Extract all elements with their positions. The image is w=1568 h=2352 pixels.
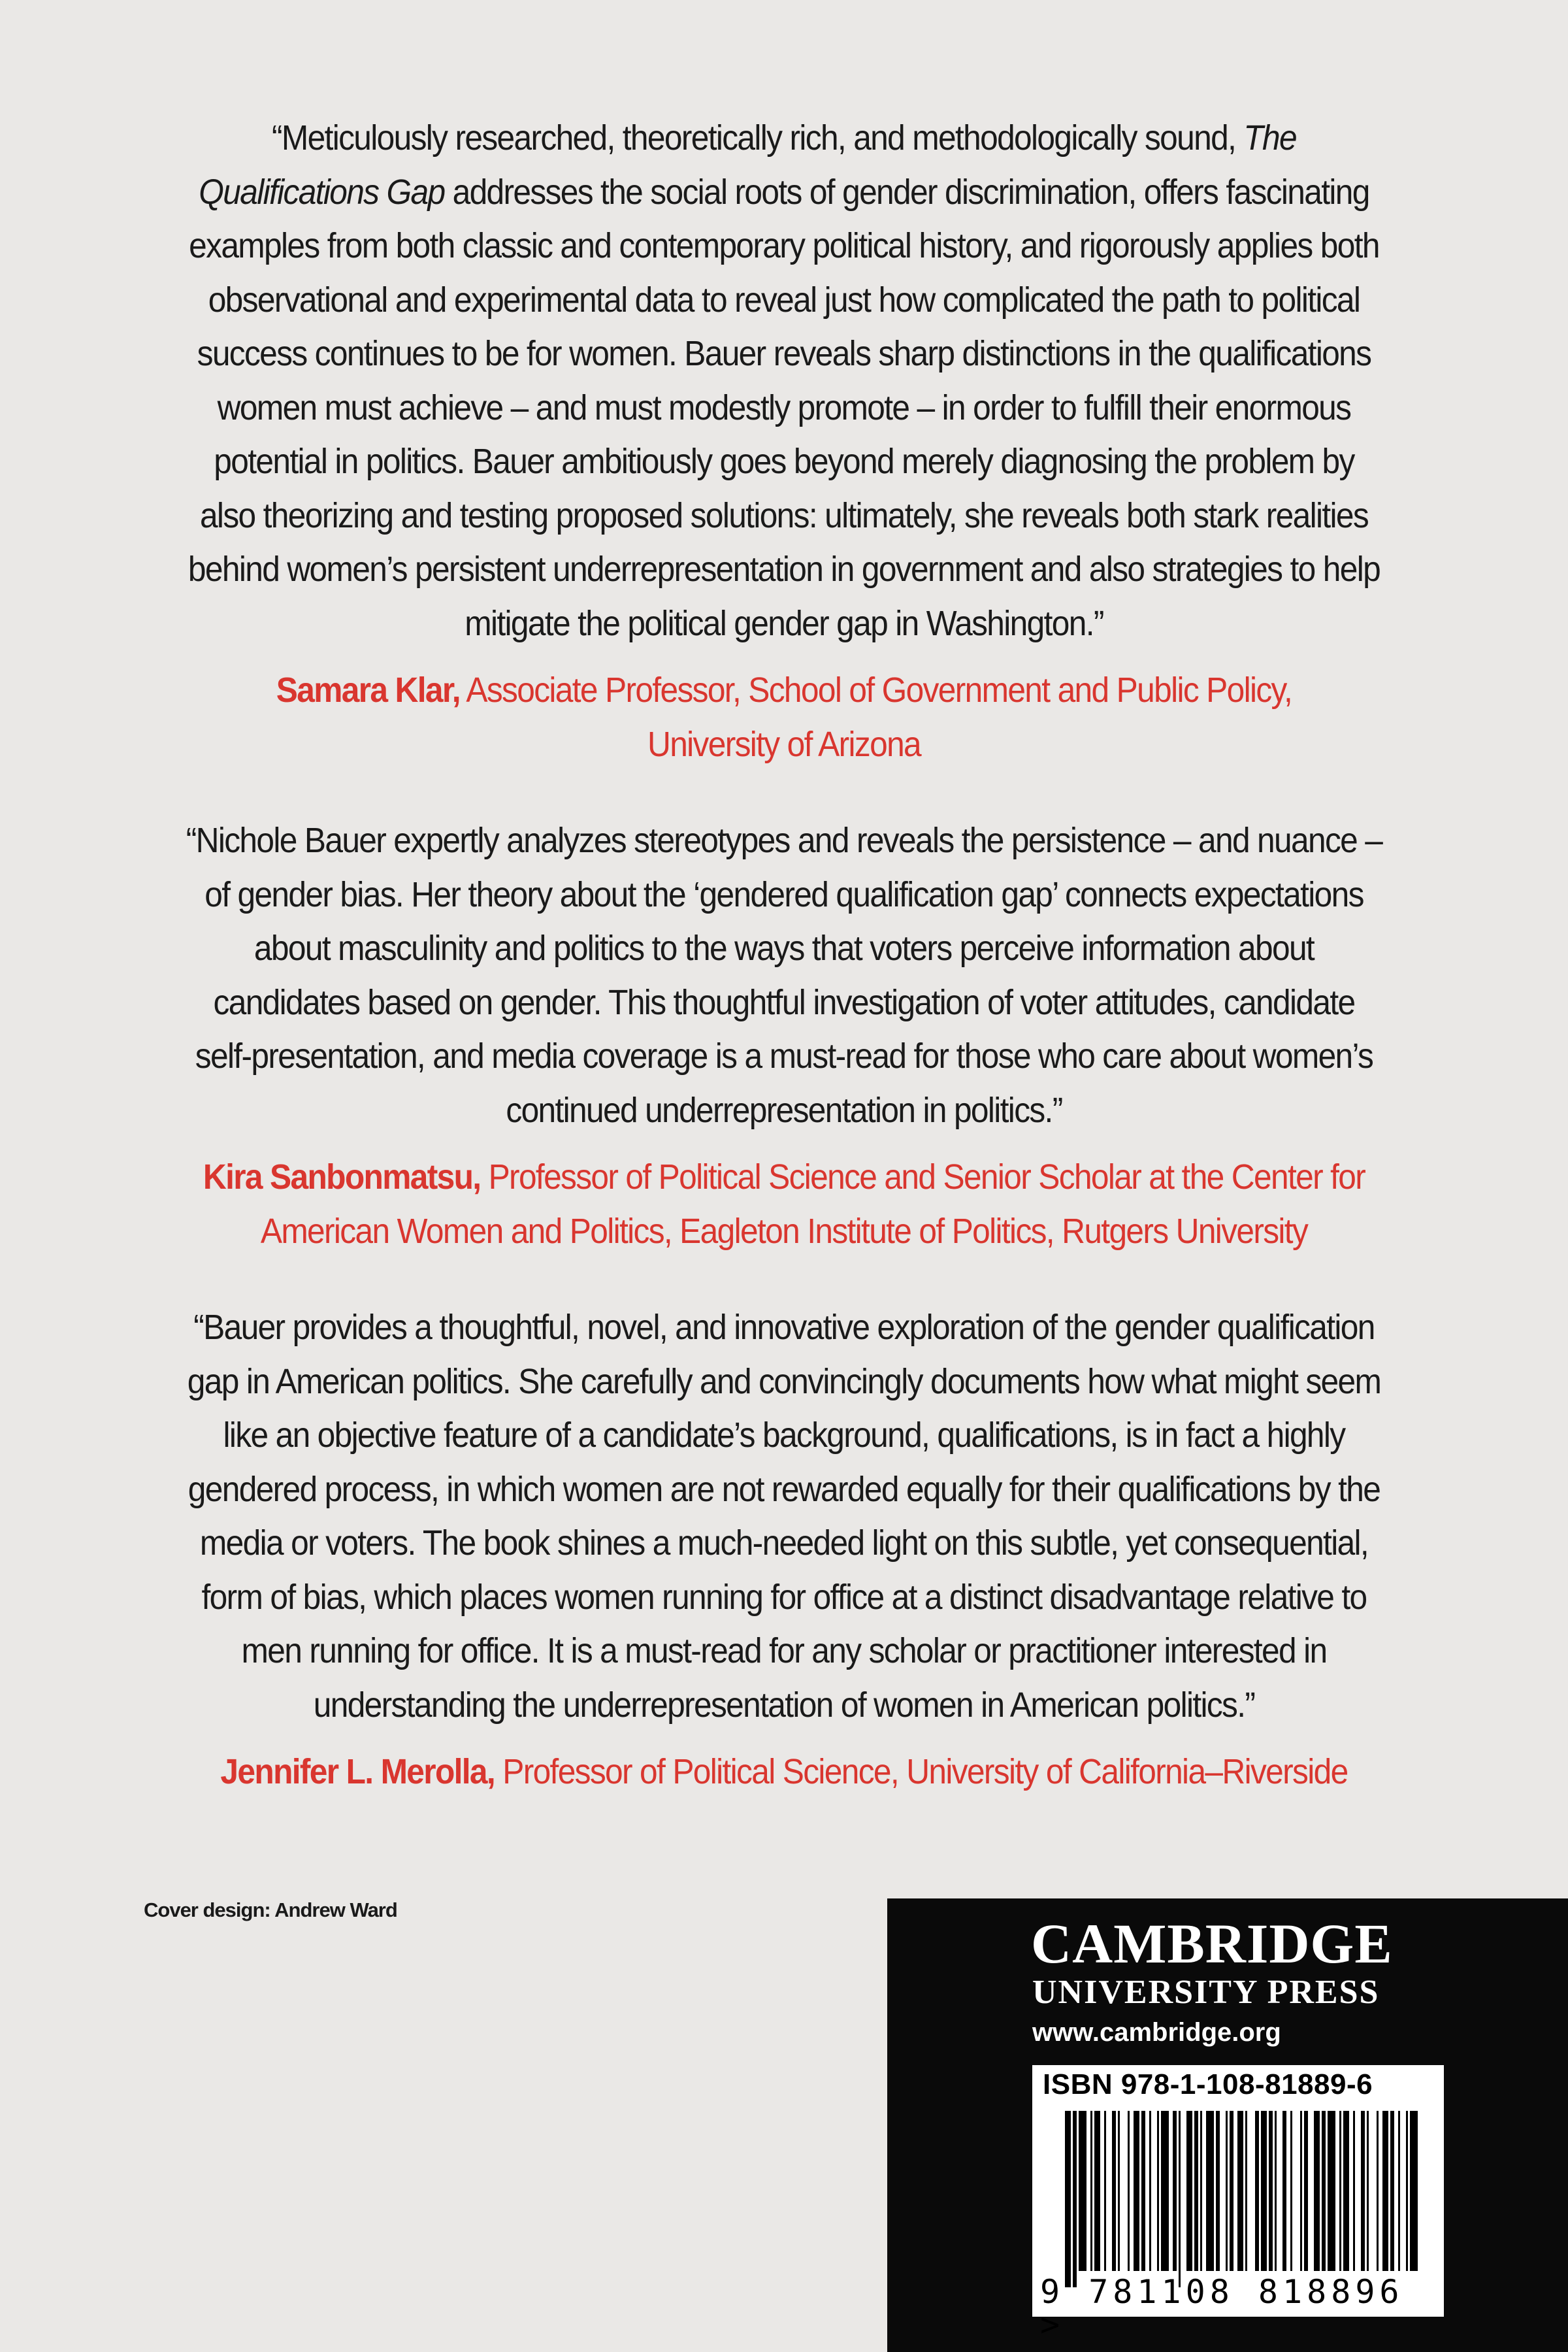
endorser-name-3: Jennifer L. Merolla, — [220, 1752, 495, 1791]
book-title-italic: The Qualifications Gap — [199, 118, 1296, 212]
endorsement-quote-2: “Nichole Bauer expertly analyzes stereotypes and reveals the persistence – and nuance – of gender bias. Her theory about the ‘gendered qualification gap’ connects expectations about masculinity and politics to the ways that voters perceive information about candidates based on gender. This thoughtful investigation of voter attitudes, candidate self-presentation, and media coverage is a must-read for those who care about women’s continued underrepresentation in politics.” — [186, 821, 1382, 1130]
endorser-title-1: Associate Professor, School of Government and Public Policy, — [459, 671, 1292, 710]
endorser-title-3: Professor of Political Science, University of California–Riverside — [495, 1752, 1348, 1791]
endorsement-quote-1 — [183, 111, 1385, 650]
barcode-panel — [1032, 2065, 1444, 2344]
endorsement-1 — [131, 111, 1437, 771]
endorsement-attribution-3 — [183, 1745, 1385, 1799]
publisher-name: CAMBRIDGE — [1031, 1912, 1393, 1975]
endorser-affiliation-1: University of Arizona — [647, 724, 921, 764]
publisher-url: www.cambridge.org — [1032, 2018, 1281, 2047]
quote-1-text-b: addresses the social roots of gender discrimination, offers fascinating examples from both classic and contemporary political history, and rigorously applies both observational and experimental data to reveal just how complicated the path to political success continues to be for women. Bauer reveals sharp distinctions in the qualifications women must achieve – and must modestly promote – in order to fulfill their enormous potential in politics. Bauer ambitiously goes beyond merely diagnosing the problem by also theorizing and testing proposed solutions: ultimately, she reveals both stark realities behind women’s persistent underrepresentation in government and also strategies to help mitigate the political gender gap in Washington.” — [188, 172, 1380, 643]
isbn-number: ISBN 978-1-108-81889-6 — [1043, 2068, 1373, 2100]
endorsement-quote-3: “Bauer provides a thoughtful, novel, and innovative exploration of the gender qualification gap in American politics. She carefully and convincingly documents how what might seem like an objective feature of a candidate’s background, qualifications, is in fact a highly gendered process, in which women are not rewarded equally for their qualifications by the media or voters. The book shines a much-needed light on this subtle, yet consequential, form of bias, which places women running for office at a distinct disadvantage relative to men running for office. It is a must-read for any scholar or practitioner interested in understanding the underrepresentation of women in American politics.” — [187, 1308, 1381, 1725]
endorser-affiliation-2: American Women and Politics, Eagleton Institute of Politics, Rutgers University — [260, 1211, 1308, 1251]
endorsement-attribution-1 — [183, 663, 1385, 771]
endorser-title-2: Professor of Political Science and Senior Scholar at the Center for — [480, 1157, 1365, 1197]
endorsement-3 — [131, 1300, 1437, 1799]
endorser-name-2: Kira Sanbonmatsu, — [203, 1157, 481, 1197]
publisher-subtitle: UNIVERSITY PRESS — [1032, 1974, 1380, 2011]
endorsement-2 — [131, 814, 1437, 1258]
publisher-box — [887, 1898, 1568, 2352]
cover-design-credit: Cover design: Andrew Ward — [144, 1898, 397, 1921]
endorser-name-1: Samara Klar, — [276, 671, 460, 710]
quote-1-text-a: “Meticulously researched, theoretically rich, and methodologically sound, — [272, 118, 1244, 157]
endorsement-attribution-2 — [183, 1150, 1385, 1258]
barcode-digits: 9 781108 818896 > — [1040, 2273, 1404, 2344]
